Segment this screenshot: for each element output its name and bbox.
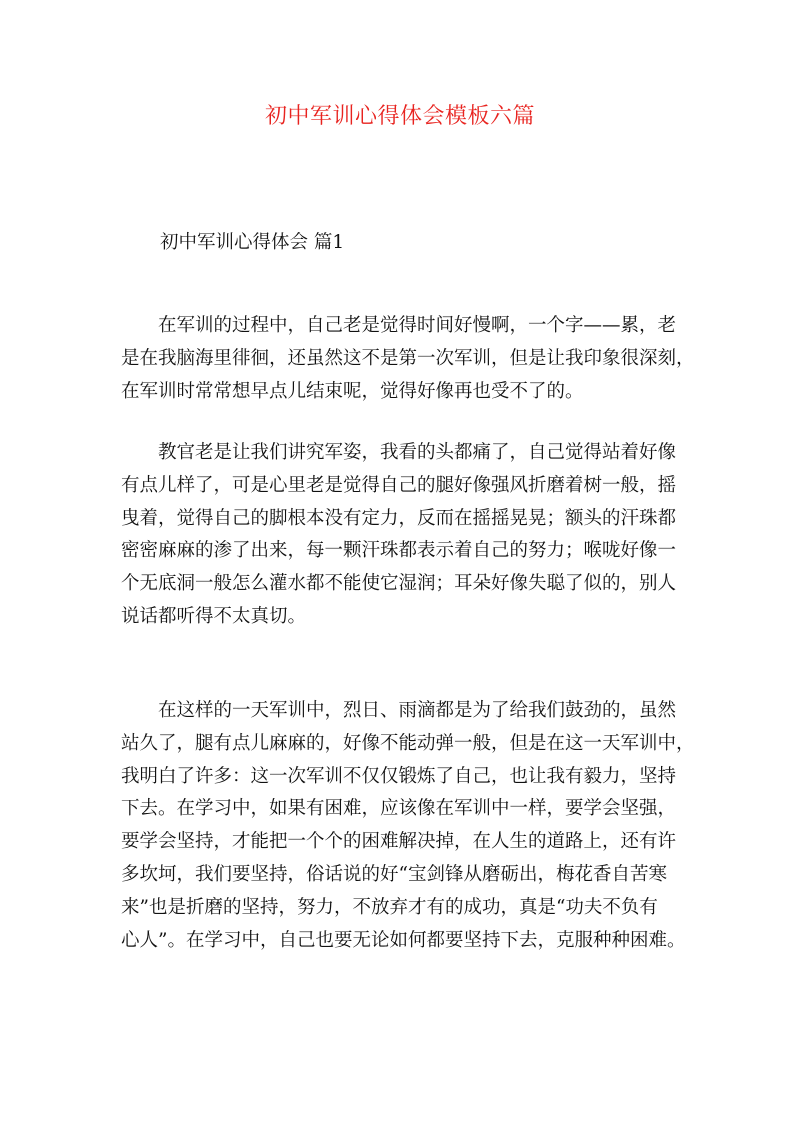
paragraph-line: 在军训时常常想早点儿结束呢，觉得好像再也受不了的。 <box>121 380 584 402</box>
paragraph-line: 来”也是折磨的坚持，努力，不放弃才有的成功，真是“功夫不负有 <box>121 896 658 918</box>
paragraph-line: 多坎坷，我们要坚持，俗话说的好“宝剑锋从磨砺出，梅花香自苦寒 <box>121 863 667 885</box>
paragraph-line: 教官老是让我们讲究军姿，我看的头都痛了，自己觉得站着好像 <box>121 442 677 463</box>
section-heading: 初中军训心得体会 篇1 <box>160 232 345 253</box>
paragraph-line: 心人”。在学习中，自己也要无论如何都要坚持下去，克服种种困难。 <box>121 929 686 951</box>
paragraph-line: 是在我脑海里徘徊，还虽然这不是第一次军训，但是让我印象很深刻， <box>121 347 695 369</box>
paragraph-line: 说话都听得不太真切。 <box>121 605 307 627</box>
paragraph-line: 下去。在学习中，如果有困难，应该像在军训中一样，要学会坚强， <box>121 798 677 820</box>
paragraph-line: 密密麻麻的渗了出来，每一颗汗珠都表示着自己的努力；喉咙好像一 <box>121 540 677 562</box>
paragraph-3 <box>121 695 695 957</box>
paragraph-line: 我明白了许多：这一次军训不仅仅锻炼了自己，也让我有毅力，坚持 <box>121 765 677 787</box>
paragraph-line: 个无底洞一般怎么灌水都不能使它湿润；耳朵好像失聪了似的，别人 <box>121 573 677 595</box>
paragraph-line: 要学会坚持，才能把一个个的困难解决掉，在人生的道路上，还有许 <box>121 831 677 853</box>
paragraph-line: 站久了，腿有点儿麻麻的，好像不能动弹一般，但是在这一天军训中， <box>121 732 695 754</box>
paragraph-line: 在军训的过程中，自己老是觉得时间好慢啊，一个字——累，老 <box>121 315 677 336</box>
paragraph-line: 有点儿样了，可是心里老是觉得自己的腿好像强风折磨着树一般，摇 <box>121 474 677 496</box>
paragraph-line: 在这样的一天军训中，烈日、雨滴都是为了给我们鼓劲的，虽然 <box>121 700 677 721</box>
paragraph-line: 曳着，觉得自己的脚根本没有定力，反而在摇摇晃晃；额头的汗珠都 <box>121 507 677 529</box>
paragraph-1 <box>121 310 695 408</box>
document-title: 初中军训心得体会模板六篇 <box>264 104 535 129</box>
paragraph-2 <box>121 437 681 634</box>
